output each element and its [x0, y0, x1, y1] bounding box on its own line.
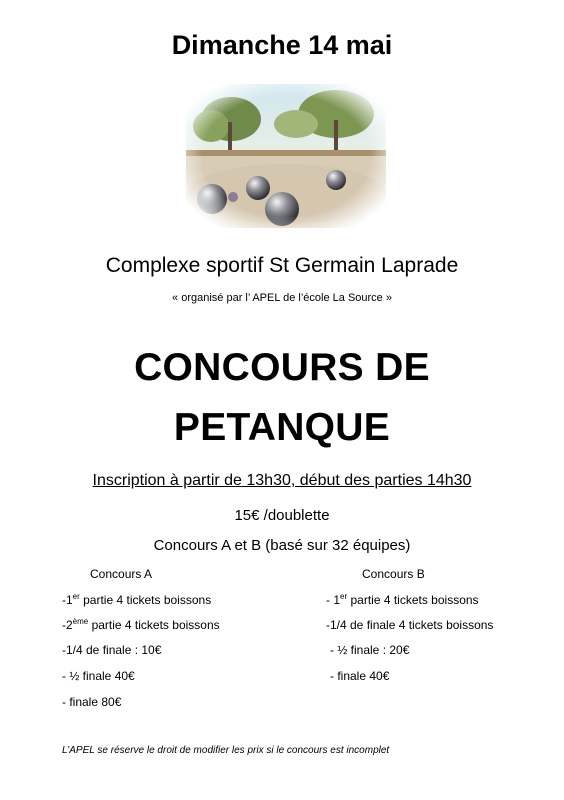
price: 15€ /doublette	[234, 507, 330, 524]
concours-b-row: - 1er partie 4 tickets boissons	[326, 592, 479, 607]
concours-a-heading: Concours A	[90, 567, 153, 581]
concours-a-row: -1er partie 4 tickets boissons	[62, 592, 212, 607]
concours-a-row: -2ème partie 4 tickets boissons	[62, 617, 220, 632]
concours-b-row: - ½ finale : 20€	[330, 643, 410, 657]
concours-a-row: -1/4 de finale : 10€	[62, 643, 162, 657]
concours-info: Concours A et B (basé sur 32 équipes)	[153, 537, 411, 554]
inscription-info	[0, 472, 564, 490]
concours-b-row: - finale 40€	[330, 669, 390, 683]
venue: Complexe sportif St Germain Laprade	[105, 254, 459, 277]
title-line-1: CONCOURS DE	[134, 346, 430, 389]
title-line-2: PETANQUE	[173, 406, 391, 449]
concours-a-row: - ½ finale 40€	[62, 669, 135, 683]
inscription-text: Inscription à partir de 13h30, début des parties 14h30	[92, 472, 472, 489]
footer-note: L’APEL se réserve le droit de modifier les prix si le concours est incomplet	[62, 745, 390, 756]
organizer: « organisé par l’ APEL de l’école La Source »	[172, 292, 392, 304]
concours-a-row: - finale 80€	[62, 695, 122, 709]
event-date: Dimanche 14 mai	[171, 30, 393, 60]
petanque-balls-photo	[186, 84, 386, 228]
concours-b-heading: Concours B	[362, 567, 425, 581]
concours-b-row: -1/4 de finale 4 tickets boissons	[326, 618, 494, 632]
